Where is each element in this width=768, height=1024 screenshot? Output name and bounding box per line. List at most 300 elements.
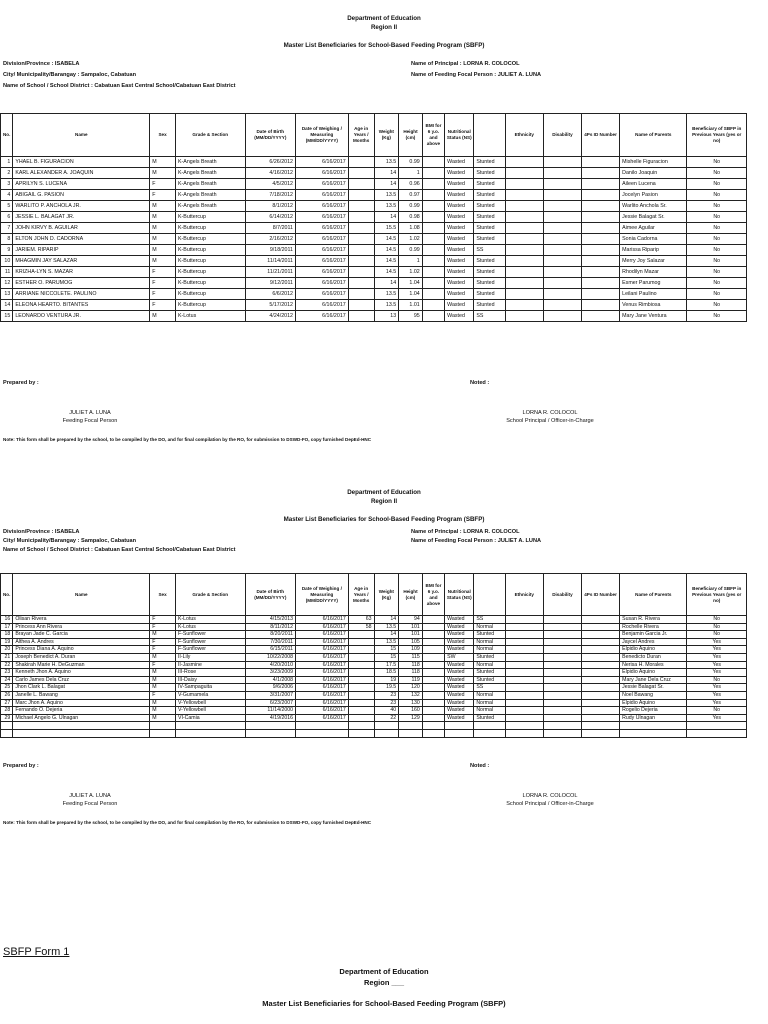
- table-cell: [422, 201, 444, 212]
- table-cell: [422, 653, 444, 661]
- table-cell: 15: [374, 646, 399, 654]
- table-row: [1, 691, 747, 699]
- table-cell: Stunted: [474, 669, 505, 677]
- table-row: [1, 245, 747, 256]
- table-cell: 4/15/2013: [245, 616, 295, 624]
- table-cell: [422, 289, 444, 300]
- table-cell: [422, 245, 444, 256]
- school-label: Name of School / School District : Cabatuan East Central School/Cabatuan East District: [3, 83, 236, 89]
- table-cell: Warlito Anchola Sr.: [620, 201, 687, 212]
- table-cell: Kenneth Jhon A. Aquino: [13, 669, 150, 677]
- table-cell: [582, 669, 620, 677]
- dept-name: Department of Education: [339, 967, 429, 976]
- table-cell: 26: [1, 691, 13, 699]
- table-cell: Stunted: [474, 676, 505, 684]
- table-cell: [543, 669, 581, 677]
- column-header: Disability: [543, 114, 581, 157]
- table-cell: Yes: [687, 638, 747, 646]
- table-cell: 15: [1, 311, 13, 322]
- table-cell: [175, 729, 245, 737]
- table-cell: No: [687, 623, 747, 631]
- table-row: [1, 311, 747, 322]
- table-cell: 8/1/2012: [245, 201, 295, 212]
- beneficiary-table-1: [0, 113, 747, 322]
- table-cell: 1: [399, 168, 423, 179]
- table-cell: WARLITO P. ANCHOLA JR.: [13, 201, 150, 212]
- table-cell: 4/16/2012: [245, 168, 295, 179]
- table-cell: 6/16/2017: [296, 190, 349, 201]
- table-cell: [422, 699, 444, 707]
- table-cell: 14: [374, 179, 399, 190]
- table-cell: Princess Ann Rivera: [13, 623, 150, 631]
- noted-label: Noted :: [470, 763, 490, 769]
- table-cell: Stunted: [474, 653, 505, 661]
- column-header: Grade & Section: [175, 574, 245, 616]
- table-cell: [582, 638, 620, 646]
- table-cell: [505, 623, 543, 631]
- table-cell: [582, 256, 620, 267]
- table-cell: 6/14/2012: [245, 212, 295, 223]
- table-row: [1, 631, 747, 639]
- table-cell: [348, 311, 374, 322]
- table-cell: K-Buttercup: [175, 212, 245, 223]
- table-cell: M: [150, 234, 176, 245]
- table-cell: F: [150, 278, 176, 289]
- column-header: Nutritional Status (NS): [445, 574, 474, 616]
- table-cell: Wasted: [445, 699, 474, 707]
- noted-signatory: [470, 409, 630, 425]
- table-cell: [348, 245, 374, 256]
- table-cell: K-Buttercup: [175, 256, 245, 267]
- table-cell: M: [150, 676, 176, 684]
- table-cell: III-Daisy: [175, 676, 245, 684]
- table-cell: [348, 267, 374, 278]
- table-cell: Benedicto Duran: [620, 653, 687, 661]
- table-cell: 29: [1, 714, 13, 722]
- table-cell: 95: [399, 311, 423, 322]
- table-cell: [150, 729, 176, 737]
- signatory-role: School Principal / Officer-in-Charge: [506, 801, 594, 807]
- table-cell: [348, 168, 374, 179]
- table-cell: Wasted: [445, 168, 474, 179]
- table-cell: [13, 729, 150, 737]
- table-cell: Wasted: [445, 707, 474, 715]
- form1-title: Master List Beneficiaries for School-Based Feeding Program (SBFP): [262, 999, 506, 1008]
- table-cell: [582, 300, 620, 311]
- signatory-name: LORNA R. COLOCOL: [522, 410, 578, 416]
- table-cell: 115: [399, 653, 423, 661]
- table-cell: Yes: [687, 646, 747, 654]
- table-cell: 13.5: [374, 157, 399, 168]
- table-cell: SS: [474, 684, 505, 692]
- table-cell: [13, 722, 150, 730]
- table-cell: [296, 722, 349, 730]
- table-cell: K-Lotus: [175, 623, 245, 631]
- table-cell: Jocelyn Pasion: [620, 190, 687, 201]
- table-cell: No: [687, 278, 747, 289]
- table-cell: [422, 234, 444, 245]
- form-title: Master List Beneficiaries for School-Based Feeding Program (SBFP): [283, 516, 485, 523]
- table-cell: [422, 669, 444, 677]
- table-cell: Brayan Jade C. Garcia: [13, 631, 150, 639]
- table-cell: [543, 168, 581, 179]
- table-cell: [505, 190, 543, 201]
- table-cell: [505, 278, 543, 289]
- table-cell: [422, 212, 444, 223]
- table-cell: Wasted: [445, 278, 474, 289]
- table-cell: ELTON JOHN D. CADORNA: [13, 234, 150, 245]
- table-cell: F: [150, 267, 176, 278]
- table-cell: 6/16/2017: [296, 223, 349, 234]
- signatory-role: School Principal / Officer-in-Charge: [506, 418, 594, 424]
- table-cell: 118: [399, 661, 423, 669]
- table-cell: 6/16/2017: [296, 179, 349, 190]
- table-row: [1, 267, 747, 278]
- table-cell: [543, 212, 581, 223]
- table-cell: Wasted: [445, 223, 474, 234]
- table-cell: [374, 729, 399, 737]
- table-cell: 1.02: [399, 234, 423, 245]
- column-header: Sex: [150, 574, 176, 616]
- table-cell: 11/14/2011: [245, 256, 295, 267]
- table-cell: M: [150, 212, 176, 223]
- table-cell: 6/16/2017: [296, 684, 349, 692]
- table-cell: [505, 676, 543, 684]
- table-cell: [620, 722, 687, 730]
- table-cell: [543, 223, 581, 234]
- table-cell: Stunted: [474, 256, 505, 267]
- table-cell: No: [687, 234, 747, 245]
- table-cell: 19: [1, 638, 13, 646]
- table-cell: Merry Joy Salazar: [620, 256, 687, 267]
- table-cell: Danilo Joaquin: [620, 168, 687, 179]
- table-cell: 6/16/2017: [296, 256, 349, 267]
- table-cell: 8/20/2011: [245, 631, 295, 639]
- table-cell: 11/14/2000: [245, 707, 295, 715]
- table-cell: [582, 201, 620, 212]
- table-cell: [505, 616, 543, 624]
- table-cell: Stunted: [474, 267, 505, 278]
- table-cell: [348, 722, 374, 730]
- table-cell: 7/18/2012: [245, 190, 295, 201]
- table-cell: 6/16/2017: [296, 168, 349, 179]
- table-cell: [543, 245, 581, 256]
- signatory-name: LORNA R. COLOCOL: [522, 793, 578, 799]
- division-label: Division/Province : ISABELA: [3, 61, 80, 67]
- table-cell: SS: [474, 245, 505, 256]
- table-cell: Wasted: [445, 676, 474, 684]
- table-cell: Elpidio Aquino: [620, 669, 687, 677]
- table-cell: Shakirah Marie H. DeGuzman: [13, 661, 150, 669]
- focal-label: Name of Feeding Focal Person : JULIET A. LUNA: [411, 72, 542, 78]
- table-cell: F-Sunflower: [175, 646, 245, 654]
- table-cell: 6/16/2017: [296, 669, 349, 677]
- table-cell: K-Buttercup: [175, 245, 245, 256]
- form-note: Note: This form shall be prepared by the school, to be compiled by the DO, and for final compilation by the RO, for submission to DSWD-FO, copy furnished DepEd-HNC: [3, 437, 372, 442]
- table-cell: F: [150, 691, 176, 699]
- column-header: BMI for 6 y.o. and above: [422, 574, 444, 616]
- table-cell: 1.04: [399, 289, 423, 300]
- table-cell: 118: [399, 669, 423, 677]
- table-cell: [505, 699, 543, 707]
- table-cell: [422, 638, 444, 646]
- table-cell: 6/16/2017: [296, 631, 349, 639]
- table-cell: [505, 245, 543, 256]
- table-cell: [1, 729, 13, 737]
- table-cell: No: [687, 707, 747, 715]
- table-cell: [543, 289, 581, 300]
- table-cell: [543, 707, 581, 715]
- table-cell: 22: [1, 661, 13, 669]
- table-cell: Mary Jane Ventura: [620, 311, 687, 322]
- table-cell: [505, 714, 543, 722]
- table-cell: Michael Angelo G. Ulnagan: [13, 714, 150, 722]
- table-cell: Rochelle Rivera: [620, 623, 687, 631]
- table-cell: [348, 631, 374, 639]
- table-cell: [543, 699, 581, 707]
- dept-name: Department of Education: [347, 15, 421, 22]
- table-cell: [505, 157, 543, 168]
- table-cell: [422, 684, 444, 692]
- noted-signatory: [470, 792, 630, 808]
- table-cell: [348, 669, 374, 677]
- table-cell: Rogelio Dejeria: [620, 707, 687, 715]
- table-cell: [348, 691, 374, 699]
- table-cell: 6/16/2017: [296, 676, 349, 684]
- region-name: Region II: [370, 24, 398, 31]
- table-cell: Marissa Riparip: [620, 245, 687, 256]
- table-cell: 101: [399, 623, 423, 631]
- form-page-1: [0, 14, 768, 91]
- table-cell: K-Angels Breath: [175, 168, 245, 179]
- table-cell: Yes: [687, 669, 747, 677]
- table-cell: M: [150, 223, 176, 234]
- table-row: [1, 653, 747, 661]
- form1-header: [0, 966, 768, 988]
- table-cell: Wasted: [445, 267, 474, 278]
- table-cell: [348, 190, 374, 201]
- table-cell: 23: [374, 699, 399, 707]
- column-header: Ethnicity: [505, 574, 543, 616]
- form-note: Note: This form shall be prepared by the school, to be compiled by the DO, and for final compilation by the RO, for submission to DSWD-FO, copy furnished DepEd-HNC: [3, 820, 372, 825]
- table-cell: 20: [1, 646, 13, 654]
- table-cell: Normal: [474, 623, 505, 631]
- table-cell: Normal: [474, 661, 505, 669]
- table-cell: [422, 722, 444, 730]
- table-cell: 13.5: [374, 289, 399, 300]
- table-cell: Normal: [474, 707, 505, 715]
- table-cell: 13.5: [374, 201, 399, 212]
- table-cell: 105: [399, 638, 423, 646]
- column-header: [474, 574, 505, 616]
- table-cell: [505, 234, 543, 245]
- table-cell: [422, 157, 444, 168]
- table-cell: 24: [1, 676, 13, 684]
- table-cell: [505, 179, 543, 190]
- table-cell: [505, 638, 543, 646]
- table-cell: ESTHER O. PARUMOG: [13, 278, 150, 289]
- table-cell: No: [687, 631, 747, 639]
- table-row: [1, 256, 747, 267]
- city-label: City/ Municipality/Barangay : Sampaloc, Cabatuan: [3, 538, 137, 544]
- table-cell: 14: [1, 300, 13, 311]
- region-name: Region II: [370, 498, 398, 505]
- table-cell: M: [150, 653, 176, 661]
- table-cell: Jhon Clark L. Balagat: [13, 684, 150, 692]
- table-cell: 109: [399, 646, 423, 654]
- table-cell: 8/11/2012: [245, 623, 295, 631]
- table-cell: 6/16/2017: [296, 300, 349, 311]
- table-cell: [582, 179, 620, 190]
- table-cell: 13.5: [374, 623, 399, 631]
- table-cell: 4/24/2012: [245, 311, 295, 322]
- table-cell: [582, 722, 620, 730]
- table-cell: 14: [374, 212, 399, 223]
- table-cell: [505, 223, 543, 234]
- table-cell: 6/16/2017: [296, 638, 349, 646]
- column-header: Nutritional Status (NS): [445, 114, 474, 157]
- table-cell: 1.02: [399, 267, 423, 278]
- table-cell: Stunted: [474, 179, 505, 190]
- table-cell: [582, 278, 620, 289]
- region-name: Region ___: [363, 978, 404, 987]
- table-cell: 6/23/2007: [245, 699, 295, 707]
- signatory-name: JULIET A. LUNA: [69, 793, 111, 799]
- column-header: Age in Years / Months: [348, 114, 374, 157]
- table-cell: [505, 707, 543, 715]
- prepared-by-label: Prepared by :: [3, 380, 39, 386]
- table-cell: SS: [474, 616, 505, 624]
- table-cell: 4/19/2016: [245, 714, 295, 722]
- table-cell: 14.5: [374, 245, 399, 256]
- table-cell: Normal: [474, 646, 505, 654]
- table-cell: [422, 190, 444, 201]
- table-cell: Althea A. Andres: [13, 638, 150, 646]
- column-header: [474, 114, 505, 157]
- form1-label: SBFP Form 1: [3, 946, 70, 958]
- table-cell: [474, 729, 505, 737]
- table-cell: [422, 714, 444, 722]
- table-row: [1, 699, 747, 707]
- table-cell: 5/17/2012: [245, 300, 295, 311]
- table-cell: 1.01: [399, 300, 423, 311]
- table-cell: F: [150, 179, 176, 190]
- table-row-empty: [1, 722, 747, 730]
- table-cell: Wasted: [445, 684, 474, 692]
- table-cell: JARIEM. RIPARIP: [13, 245, 150, 256]
- table-cell: Stunted: [474, 212, 505, 223]
- school-label: Name of School / School District : Cabatuan East Central School/Cabatuan East District: [3, 547, 236, 553]
- table-cell: 1.04: [399, 278, 423, 289]
- table-row: [1, 157, 747, 168]
- table-cell: [422, 267, 444, 278]
- table-cell: [543, 646, 581, 654]
- table-cell: Wasted: [445, 300, 474, 311]
- table-row: [1, 714, 747, 722]
- table-cell: K-Lotus: [175, 311, 245, 322]
- table-cell: [582, 631, 620, 639]
- table-cell: [348, 676, 374, 684]
- table-row: [1, 684, 747, 692]
- table-cell: K-Buttercup: [175, 289, 245, 300]
- table-cell: [582, 661, 620, 669]
- table-cell: [582, 289, 620, 300]
- table-cell: M: [150, 714, 176, 722]
- table-cell: Mishelle Figuracion: [620, 157, 687, 168]
- table-cell: [543, 201, 581, 212]
- beneficiary-table-2: [0, 573, 747, 738]
- table-cell: No: [687, 267, 747, 278]
- table-cell: Stunted: [474, 168, 505, 179]
- column-header: Age in Years / Months: [348, 574, 374, 616]
- table-cell: [245, 722, 295, 730]
- table-cell: [582, 623, 620, 631]
- table-cell: Wasted: [445, 245, 474, 256]
- table-row: [1, 201, 747, 212]
- table-cell: 63: [348, 616, 374, 624]
- table-cell: 13: [374, 311, 399, 322]
- table-cell: 2/16/2012: [245, 234, 295, 245]
- column-header: Date of Birth (MM/DD/YYYY): [245, 574, 295, 616]
- table-cell: 6/16/2017: [296, 157, 349, 168]
- table-cell: K-Angels Breath: [175, 190, 245, 201]
- table-cell: 1.08: [399, 223, 423, 234]
- table-cell: No: [687, 676, 747, 684]
- column-header: Name: [13, 114, 150, 157]
- column-header: Date of Weighing / Measuring (MM/DD/YYYY): [296, 114, 349, 157]
- table-cell: K-Angels Breath: [175, 201, 245, 212]
- table-cell: [422, 676, 444, 684]
- table-cell: [348, 684, 374, 692]
- table-cell: No: [687, 168, 747, 179]
- table-cell: Susan R. Rivera: [620, 616, 687, 624]
- table-cell: K-Lotus: [175, 616, 245, 624]
- table-cell: M: [150, 669, 176, 677]
- table-cell: Nerisa H. Morales: [620, 661, 687, 669]
- table-cell: [582, 684, 620, 692]
- table-cell: [543, 661, 581, 669]
- table-cell: F: [150, 289, 176, 300]
- prepared-signatory: [20, 409, 160, 425]
- table-cell: M: [150, 256, 176, 267]
- table-cell: III-Rose: [175, 669, 245, 677]
- table-cell: 27: [1, 699, 13, 707]
- table-cell: Wasted: [445, 669, 474, 677]
- table-cell: [348, 707, 374, 715]
- table-cell: 6/16/2017: [296, 623, 349, 631]
- column-header: Name of Parents: [620, 574, 687, 616]
- table-row: [1, 623, 747, 631]
- signatory-name: JULIET A. LUNA: [69, 410, 111, 416]
- table-cell: 15.5: [374, 223, 399, 234]
- column-header: Weight (Kg): [374, 114, 399, 157]
- column-header: No.: [1, 114, 13, 157]
- table-row: [1, 190, 747, 201]
- table-cell: V-Yellowbell: [175, 699, 245, 707]
- table-cell: Yes: [687, 691, 747, 699]
- table-cell: 119: [399, 676, 423, 684]
- table-cell: K-Buttercup: [175, 300, 245, 311]
- table-cell: Yes: [687, 661, 747, 669]
- table-cell: ARRIANE NICCOLETE. PAULINO: [13, 289, 150, 300]
- table-cell: [505, 212, 543, 223]
- table-cell: 6/16/2017: [296, 245, 349, 256]
- dept-name: Department of Education: [347, 489, 421, 496]
- table-cell: [422, 646, 444, 654]
- table-cell: [422, 616, 444, 624]
- table-cell: [582, 714, 620, 722]
- table-cell: 14: [374, 616, 399, 624]
